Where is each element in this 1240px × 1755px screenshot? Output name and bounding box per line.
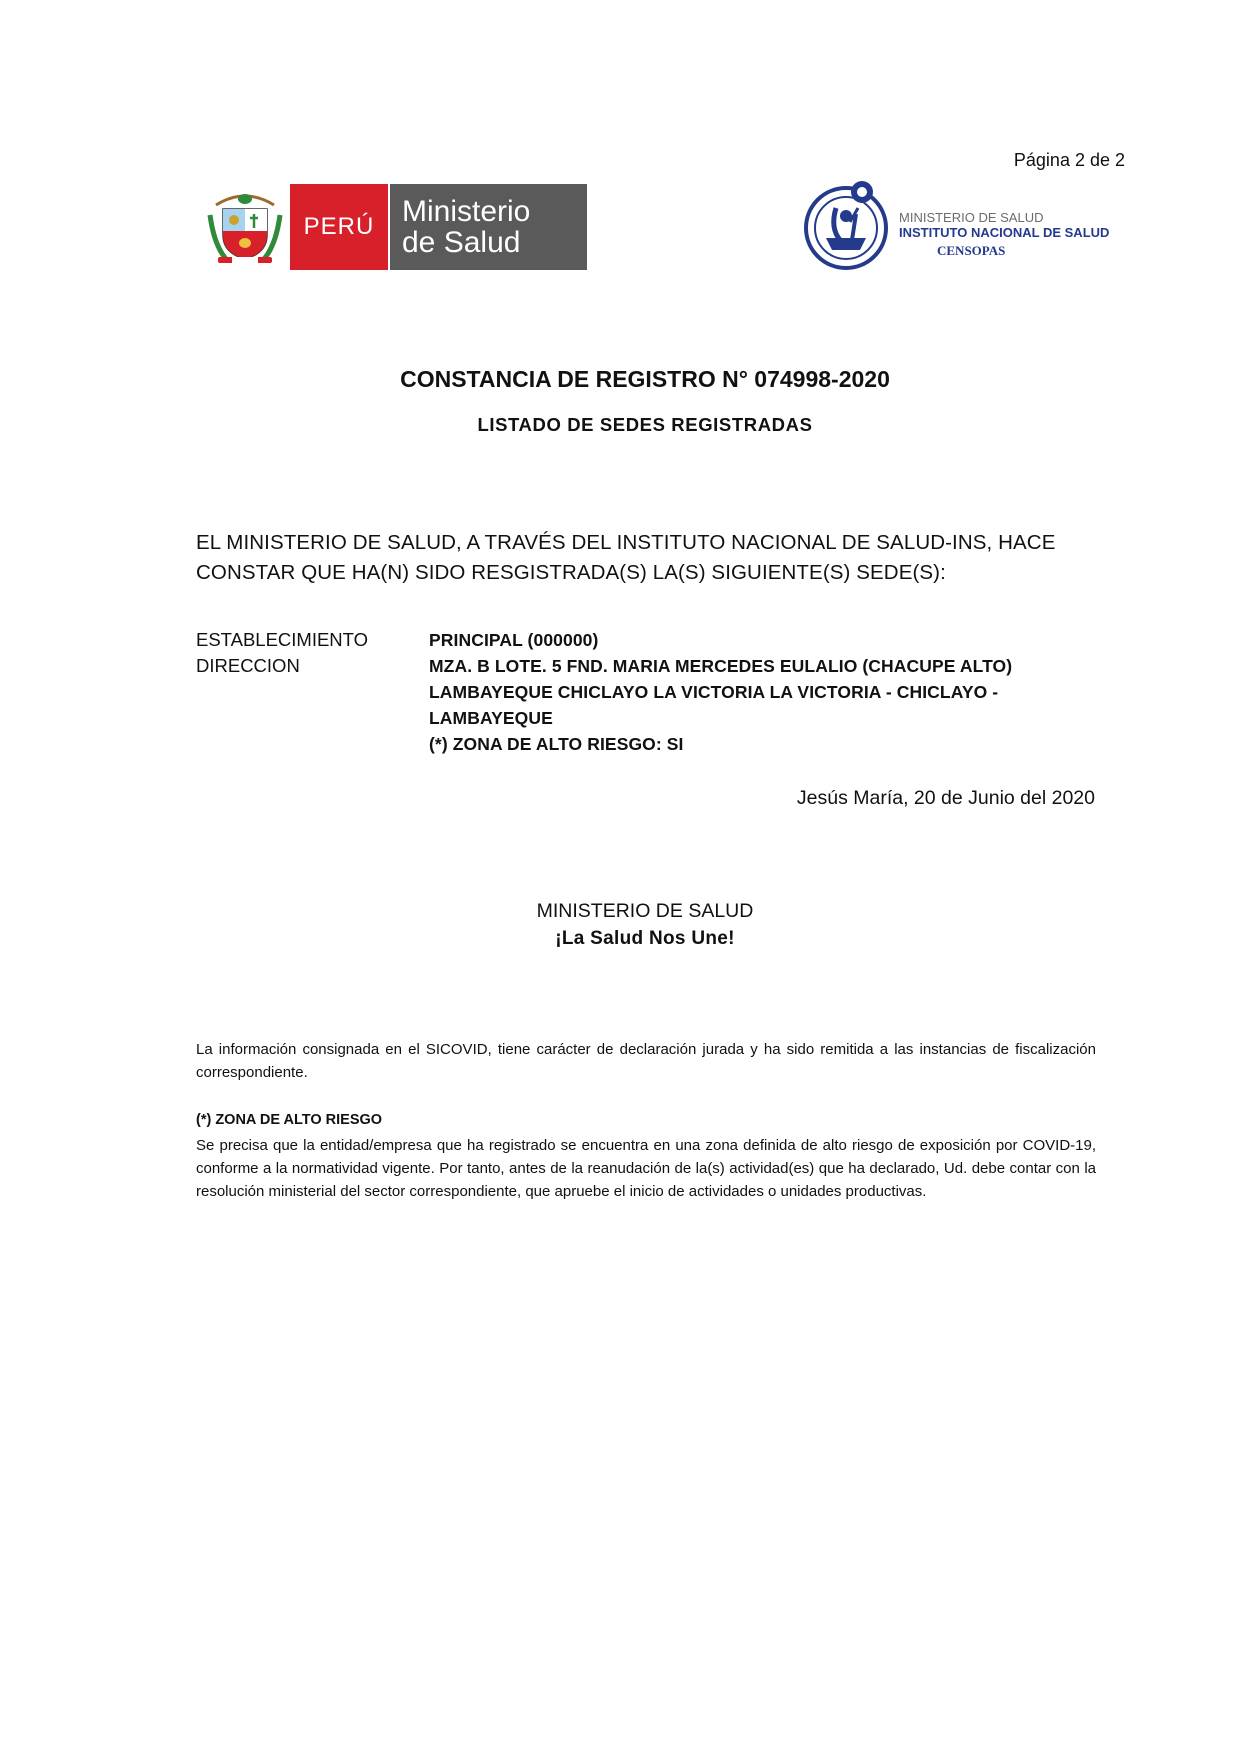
address-line-2: LAMBAYEQUE CHICLAYO LA VICTORIA LA VICTORIA - CHICLAYO -: [429, 682, 999, 702]
address-row: [196, 653, 1096, 757]
declaration-paragraph: [196, 528, 1096, 588]
ministry-name: [388, 184, 587, 270]
peru-label: PERÚ: [290, 184, 388, 270]
signature-motto: ¡La Salud Nos Une!: [555, 928, 735, 949]
ins-institute-label: INSTITUTO NACIONAL DE SALUD: [899, 225, 1110, 240]
establishment-label: ESTABLECIMIENTO: [196, 629, 369, 650]
page-number: Página 2 de 2: [1013, 150, 1125, 170]
document-title: CONSTANCIA DE REGISTRO N° 074998-2020: [400, 366, 890, 392]
ministry-name-line1: Ministerio: [402, 195, 531, 228]
ins-logo: [800, 178, 1120, 278]
peru-coat-of-arms-icon: [200, 183, 290, 271]
ins-censopas-label: CENSOPAS: [937, 243, 1006, 258]
footer-note: La información consignada en el SICOVID, tiene carácter de declaración jurada y ha sido remitida a las instancias de fiscalización correspondiente.: [196, 1041, 1096, 1081]
ins-text: [899, 210, 1109, 258]
declaration-line-1: EL MINISTERIO DE SALUD, A TRAVÉS DEL INSTITUTO NACIONAL DE SALUD-INS, HACE: [196, 531, 1056, 554]
ministry-name-line2: de Salud: [402, 226, 521, 259]
document-subtitle: LISTADO DE SEDES REGISTRADAS: [477, 414, 813, 435]
risk-zone-value: (*) ZONA DE ALTO RIESGO: SI: [429, 734, 684, 754]
site-details: [196, 627, 1096, 757]
date-line: Jesús María, 20 de Junio del 2020: [796, 787, 1095, 809]
establishment-value: PRINCIPAL (000000): [429, 630, 599, 650]
address-value: [429, 653, 1096, 757]
signature-organization: MINISTERIO DE SALUD: [536, 900, 754, 922]
address-line-1: MZA. B LOTE. 5 FND. MARIA MERCEDES EULALIO (CHACUPE ALTO): [429, 656, 1013, 676]
ins-ministry-label: MINISTERIO DE SALUD: [899, 210, 1044, 225]
minsa-logo: [200, 183, 587, 271]
address-label: DIRECCION: [196, 655, 300, 676]
risk-heading: (*) ZONA DE ALTO RIESGO: [196, 1112, 383, 1128]
establishment-row: [196, 627, 1096, 653]
risk-note: Se precisa que la entidad/empresa que ha registrado se encuentra en una zona definida de alto riesgo de exposición por COVID-19, conforme a la normatividad vigente. Por tanto, antes de la reanudación de la(s) actividad(es) que ha declarado, Ud. debe contar con la resolución ministerial del sector correspondiente, que apruebe el inicio de actividades o unidades productivas.: [196, 1137, 1096, 1200]
ins-seal-icon: [800, 178, 892, 270]
address-line-3: LAMBAYEQUE: [429, 708, 553, 728]
declaration-line-2: CONSTAR QUE HA(N) SIDO RESGISTRADA(S) LA(S) SIGUIENTE(S) SEDE(S):: [196, 561, 946, 584]
